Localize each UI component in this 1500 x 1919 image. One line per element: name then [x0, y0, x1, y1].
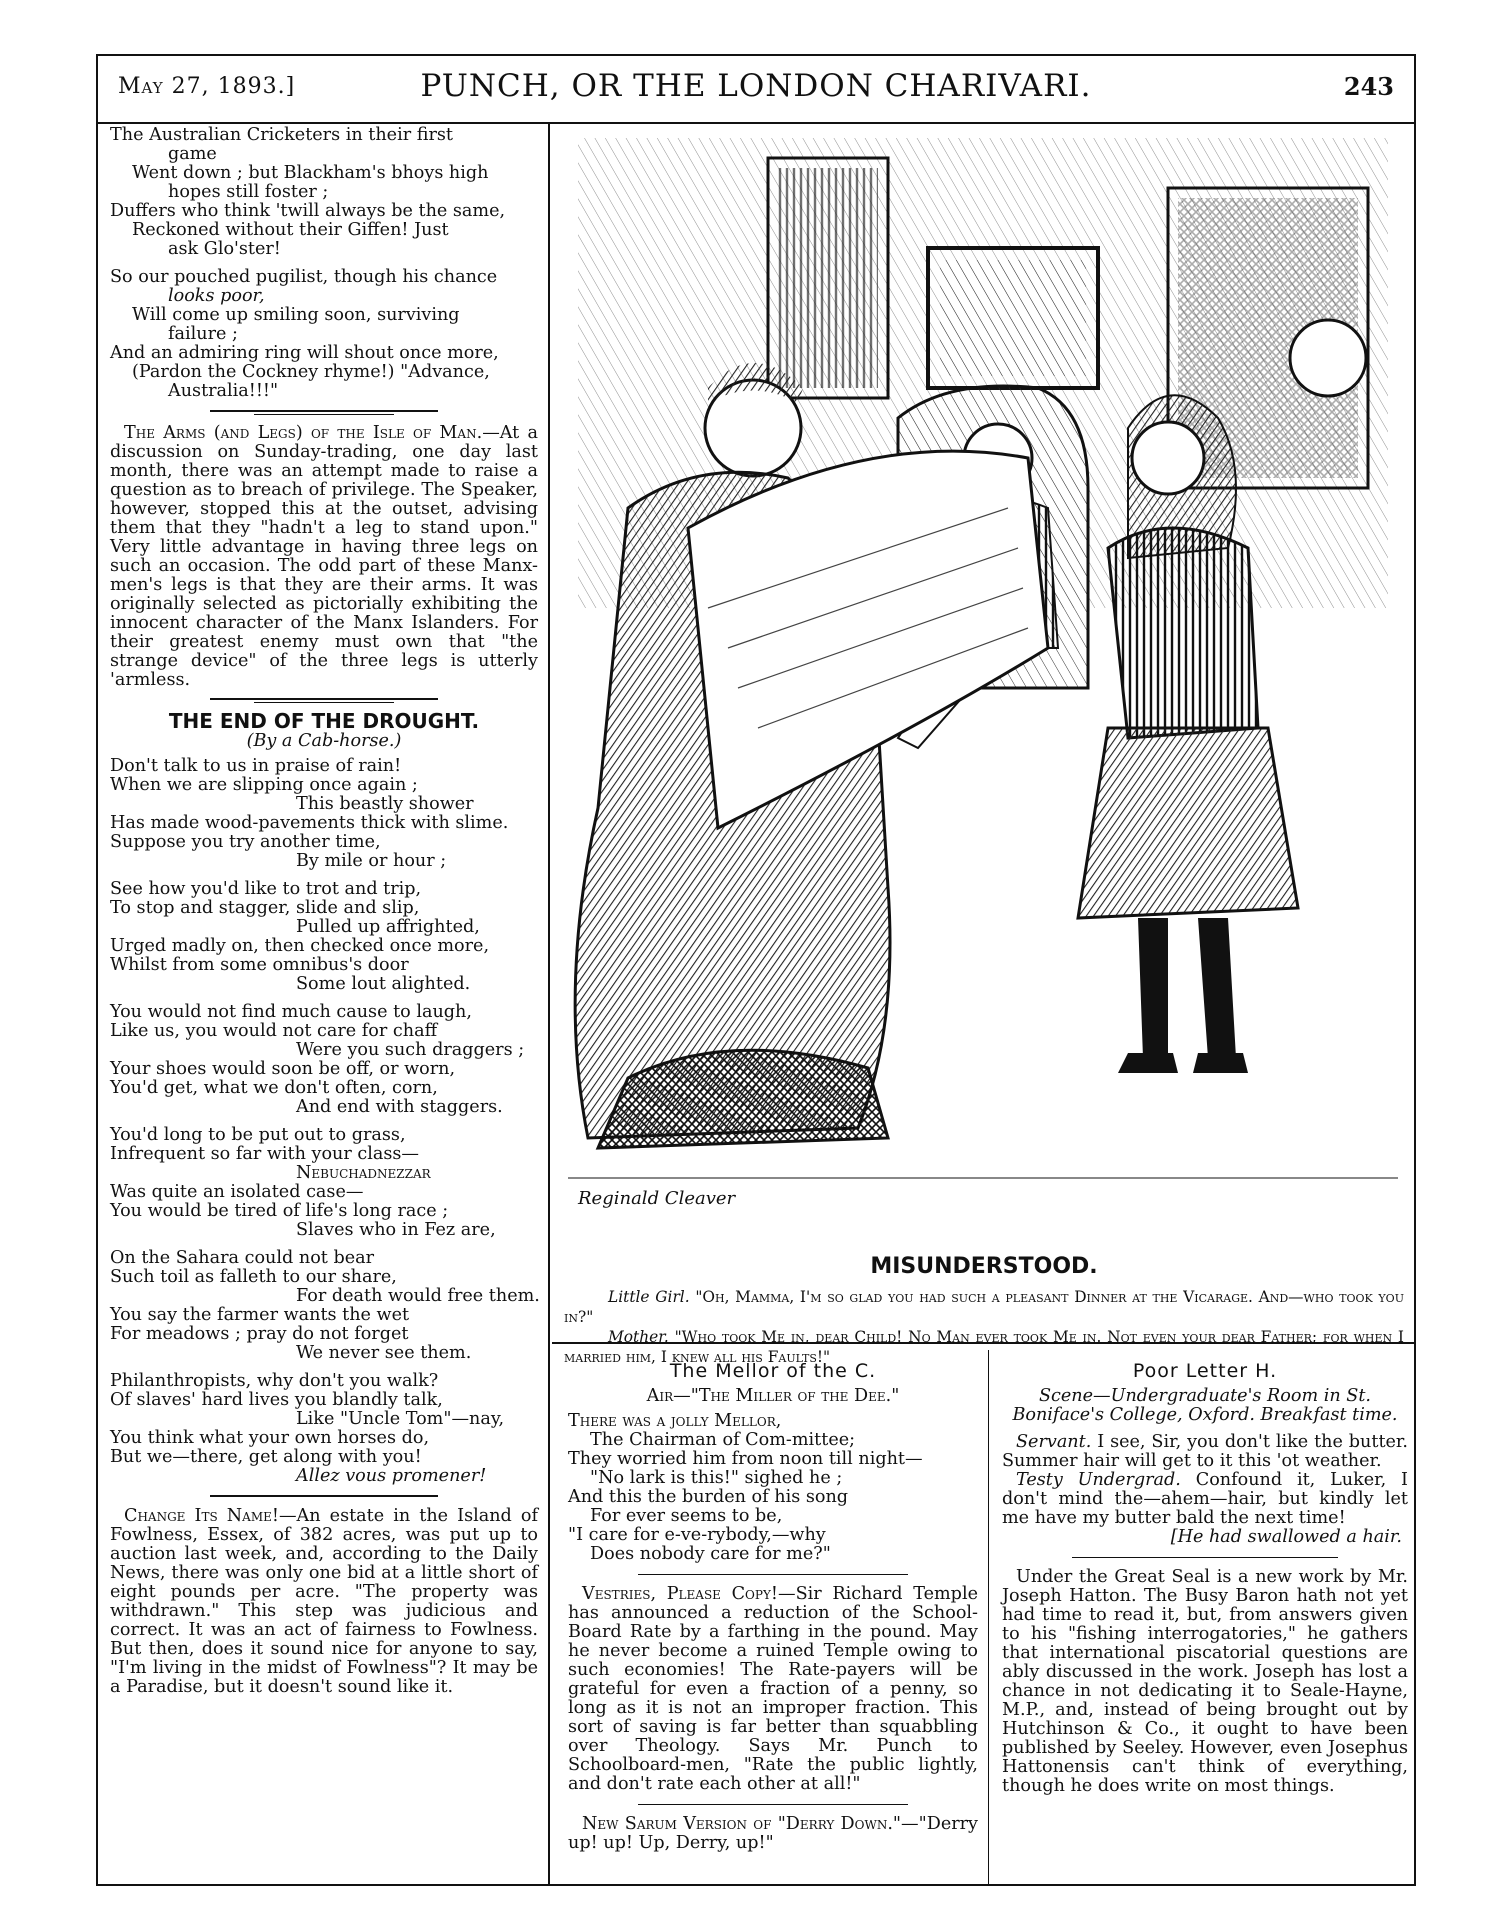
issue-date: May 27, 1893.]	[118, 74, 296, 99]
derry-down-article	[568, 1815, 978, 1853]
undergrad-line: Testy Undergrad. Confound it, Luker, I don't mind the—ahem—hair, but kindly let me have my butter bald the next time!	[1002, 1470, 1409, 1528]
article-heading: Vestries, Please Copy!	[582, 1584, 778, 1604]
caption-line-2: Mother. "Who took Me in, dear Child! No Man ever took Me in. Not even your dear Father; for when I married him, I knew all his Faults!"	[564, 1328, 1404, 1366]
section-rule-thin	[254, 702, 394, 703]
vestries-article	[568, 1585, 978, 1794]
poem-stanza: On the Sahara could not bear Such toil as falleth to our share, For death would free them. You say the farmer wants the wet For meadows ; pray do not forget We never see them.	[110, 1248, 540, 1363]
poem-stanza: Don't talk to us in praise of rain! When we are slipping once again ; This beastly shower Has made wood-pavements thick with slime. Suppose you try another time, By mile or hour ;	[110, 756, 509, 871]
section-rule-thin	[254, 414, 394, 415]
cartoon-illustration	[568, 128, 1398, 1248]
caption-line-1: Little Girl. "Oh, Mamma, I'm so glad you had such a pleasant Dinner at the Vicarage. And—who took you in?"	[564, 1288, 1404, 1326]
column-divider	[988, 1350, 989, 1886]
article-body: —At a discussion on Sunday-trading, one day last month, there was an attempt made to raise a question as to breach of privilege. The Speaker, however, stopped this at the outset, advising them that they "hadn't a leg to stand upon." Very little advantage in having three legs on such an occasion. The odd part of these Manx-men's legs is that they are their arms. It was originally selected as pictorially exhibiting the innocent character of the Manx Islanders. For their greatest enemy must own that "the strange device" of the three legs is utterly 'armless.	[110, 423, 538, 690]
change-its-name-article	[110, 1507, 538, 1697]
article-body: —An estate in the Island of Fowlness, Essex, of 382 acres, was put up to auction last week, and, according to the Daily News, there was only one bid at a little short of eight pounds per acre. "The property was withdrawn." This step was judicious and correct. It was an act of fairness to Fowlness. But then, does it sound nice for anyone to say, "I'm living in the midst of Fowlness"? It may be a Paradise, but it doesn't sound like it.	[110, 1506, 539, 1697]
masthead-title: PUNCH, OR THE LONDON CHARIVARI.	[420, 68, 1092, 104]
article-heading: New Sarum Version of "Derry Down."	[582, 1814, 902, 1834]
column-divider	[548, 124, 550, 1886]
article-body: —Sir Richard Temple has announced a reduction of the School-Board Rate by a farthing in the pound. May he never become a ruined Temple owing to such economies! The Rate-payers will be grateful for even a fraction of a penny, so long as it is not an improper fraction. This sort of saving is far better than squabbling over Theology. Says Mr. Punch to Schoolboard-men, "Rate the public lightly, and don't rate each other at all!"	[568, 1584, 978, 1794]
caption-dialogue	[564, 1287, 1404, 1367]
sketch-scene: Scene—Undergraduate's Room in St. Boniface's College, Oxford. Breakfast time.	[1012, 1386, 1398, 1425]
newspaper-page	[96, 54, 1416, 1886]
caption-rule	[552, 1342, 1414, 1344]
article-heading: Change Its Name!	[124, 1506, 279, 1526]
page-header	[98, 56, 1414, 124]
artist-signature: Reginald Cleaver	[578, 1188, 736, 1209]
poem-stanza: See how you'd like to trot and trip, To stop and stagger, slide and slip, Pulled up affrighted, Urged madly on, then checked once more, Whilst from some omnibus's door Some lout alighted.	[110, 879, 490, 994]
section-rule	[210, 1495, 438, 1497]
poem-stanza: You would not find much cause to laugh, Like us, you would not care for chaff Were you such draggers ; Your shoes would soon be off, or worn, You'd get, what we don't often, corn, And end with staggers.	[110, 1002, 525, 1117]
section-rule	[638, 1574, 908, 1575]
section-rule	[638, 1804, 908, 1805]
article-heading: The Arms (and Legs) of the Isle of Man.	[124, 423, 483, 443]
section-rule	[210, 698, 438, 700]
article-body: —"Derry up! up! Up, Derry, up!"	[568, 1814, 978, 1853]
girl-blouse	[1108, 528, 1258, 738]
cartoon-caption	[564, 1254, 1404, 1367]
poem-title: THE END OF THE DROUGHT.	[168, 709, 480, 733]
sketch-title: Poor Letter H.	[1132, 1360, 1278, 1382]
globe	[1290, 320, 1366, 396]
poem-stanza: You'd long to be put out to grass, Infrequent so far with your class— Nebuchadnezzar Was quite an isolated case— You would be tired of life's long race ; Slaves who in Fez are,	[110, 1125, 496, 1240]
girl-head	[1132, 422, 1204, 494]
cartoon-title: MISUNDERSTOOD.	[870, 1254, 1098, 1279]
middle-bottom-column	[568, 1356, 978, 1853]
cricket-verse-stanza-1: The Australian Cricketers in their first game Went down ; but Blackham's bhoys high hopes still foster ; Duffers who think 'twill always be the same, Reckoned without their Giffen! Just ask Glo'ster!	[110, 125, 506, 259]
poem-stanza: There was a jolly Mellor, The Chairman of Com-mittee; They worried him from noon till night— "No lark is this!" sighed he ; And this the burden of his song For ever seems to be, "I care for e-ve-rybody,—why Does nobody care for me?"	[568, 1411, 923, 1564]
girl-skirt	[1078, 728, 1298, 918]
poem-air: Air—"The Miller of the Dee."	[646, 1386, 900, 1406]
great-seal-article: Under the Great Seal is a new work by Mr. Joseph Hatton. The Busy Baron hath not yet had time to read it, but, from answers given to his "fishing interrogatories," he gathers that international piscatorial questions are ably discussed in the work. Joseph has lost a chance in not dedicating it to Seale-Hayne, M.P., and, instead of being brought out by Hutchinson & Co., it ought to have been published by Seeley. However, even Josephus Hattonensis can't think of everything, though he does write on most things.	[1002, 1567, 1408, 1796]
poem-subtitle: (By a Cab-horse.)	[246, 731, 402, 751]
section-rule	[210, 410, 438, 412]
section-rule	[1072, 1557, 1338, 1558]
page-number: 243	[1343, 72, 1394, 101]
servant-line: Servant. I see, Sir, you don't like the butter. Summer hair will get to it this 'ot weather.	[1002, 1432, 1408, 1471]
poem-title: The Mellor of the C.	[669, 1360, 877, 1382]
cartoon-drawing	[568, 128, 1398, 1248]
right-bottom-column	[1002, 1356, 1408, 1796]
left-column	[110, 126, 538, 1697]
poem-stanza: Philanthropists, why don't you walk? Of slaves' hard lives you blandly talk, Like "Uncle Tom"—nay, You think what your own horses do, But we—there, get along with you! Allez vous promener!	[110, 1371, 505, 1486]
cricket-verse-stanza-2: So our pouched pugilist, though his chance looks poor, Will come up smiling soon, surviving failure ; And an admiring ring will shout once more, (Pardon the Cockney rhyme!) "Advance, Australia!!!"	[110, 267, 499, 401]
isle-of-man-article	[110, 424, 538, 690]
stage-direction: [He had swallowed a hair.	[1170, 1527, 1402, 1547]
